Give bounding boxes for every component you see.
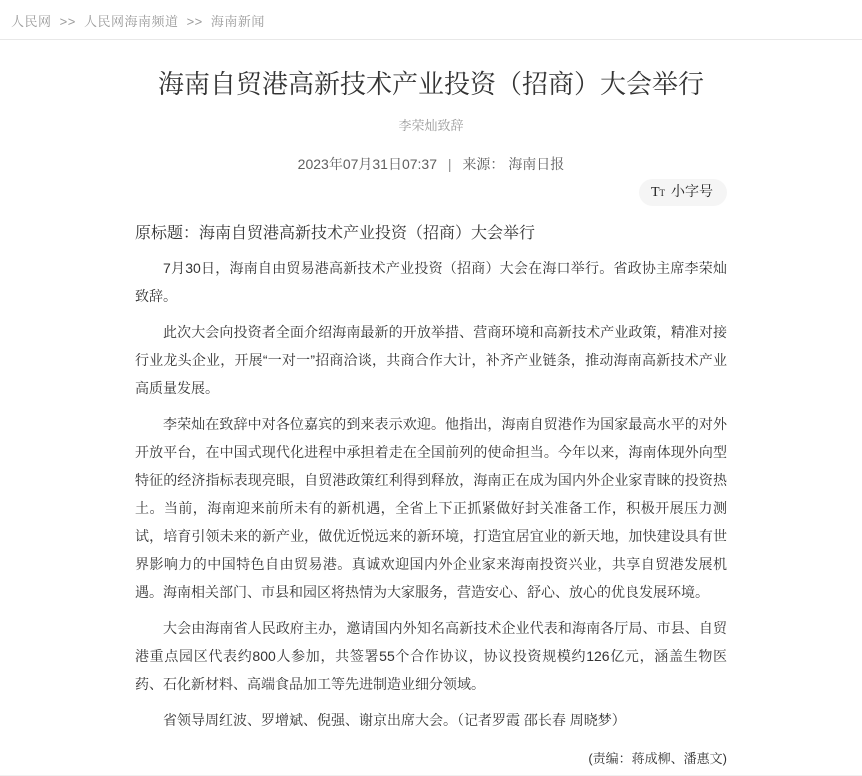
breadcrumb-item-renminwang[interactable]: 人民网 [11,14,52,29]
paragraph: 此次大会向投资者全面介绍海南最新的开放举措、营商环境和高新技术产业政策，精准对接行业龙头企业，开展“一对一”招商洽谈，共商合作大计，补齐产业链条，推动海南高新技术产业高质量发展。 [135,323,727,396]
paragraph: 省领导周红波、罗增斌、倪强、谢京出席大会。（记者罗霞 邵长春 周晓梦） [163,711,626,728]
page-title: 海南自贸港高新技术产业投资（招商）大会举行 [157,69,704,99]
article-container [135,68,727,775]
paragraph: 大会由海南省人民政府主办，邀请国内外知名高新技术企业代表和海南各厅局、市县、自贸港重点园区代表约800人参加，共签署55个合作协议，协议投资规模约126亿元，涵盖生物医药、石化新材料、高端食品加工等先进制造业细分领域。 [135,619,727,692]
breadcrumb [0,0,862,39]
meta-separator: | [447,155,452,172]
editor-note: (责编：蒋成柳、潘惠文) [588,750,727,766]
paragraph: 7月30日，海南自由贸易港高新技术产业投资（招商）大会在海口举行。省政协主席李荣灿致辞。 [135,259,727,304]
publish-date: 2023年07月31日07:37 [297,155,437,172]
breadcrumb-item-hainan-channel[interactable]: 人民网海南频道 [83,14,179,29]
breadcrumb-separator: >> [186,14,203,29]
article-subtitle: 李荣灿致辞 [398,117,464,133]
paragraph: 李荣灿在致辞中对各位嘉宾的到来表示欢迎。他指出，海南自贸港作为国家最高水平的对外开放平台，在中国式现代化进程中承担着走在全国前列的使命担当。今年以来，海南体现外向型特征的经济指标表现亮眼，自贸港政策红利得到释放，海南正在成为国内外企业家青睐的投资热土。当前，海南迎来前所未有的新机遇，全省上下正抓紧做好封关准备工作，积极开展压力测试，培育引领未来的新产业，做优近悦远来的新环境，打造宜居宜业的新天地，加快建设具有世界影响力的中国特色自由贸易港。真诚欢迎国内外企业家来海南投资兴业，共享自贸港发展机遇。海南相关部门、市县和园区将热情为大家服务，营造安心、舒心、放心的优良发展环境。 [135,415,727,600]
article-meta [135,154,727,174]
font-size-button[interactable] [639,179,727,206]
breadcrumb-item-hainan-news[interactable]: 海南新闻 [210,14,265,29]
header-divider [0,39,862,40]
source-label: 来源： [462,155,505,172]
font-size-label: 小字号 [671,182,713,199]
original-title: 原标题：海南自贸港高新技术产业投资（招商）大会举行 [135,225,536,243]
breadcrumb-separator: >> [59,14,76,29]
article-body [135,254,727,734]
source-name: 海南日报 [508,155,565,172]
article-toolbar [135,179,727,206]
font-size-icon: T T [650,184,665,200]
